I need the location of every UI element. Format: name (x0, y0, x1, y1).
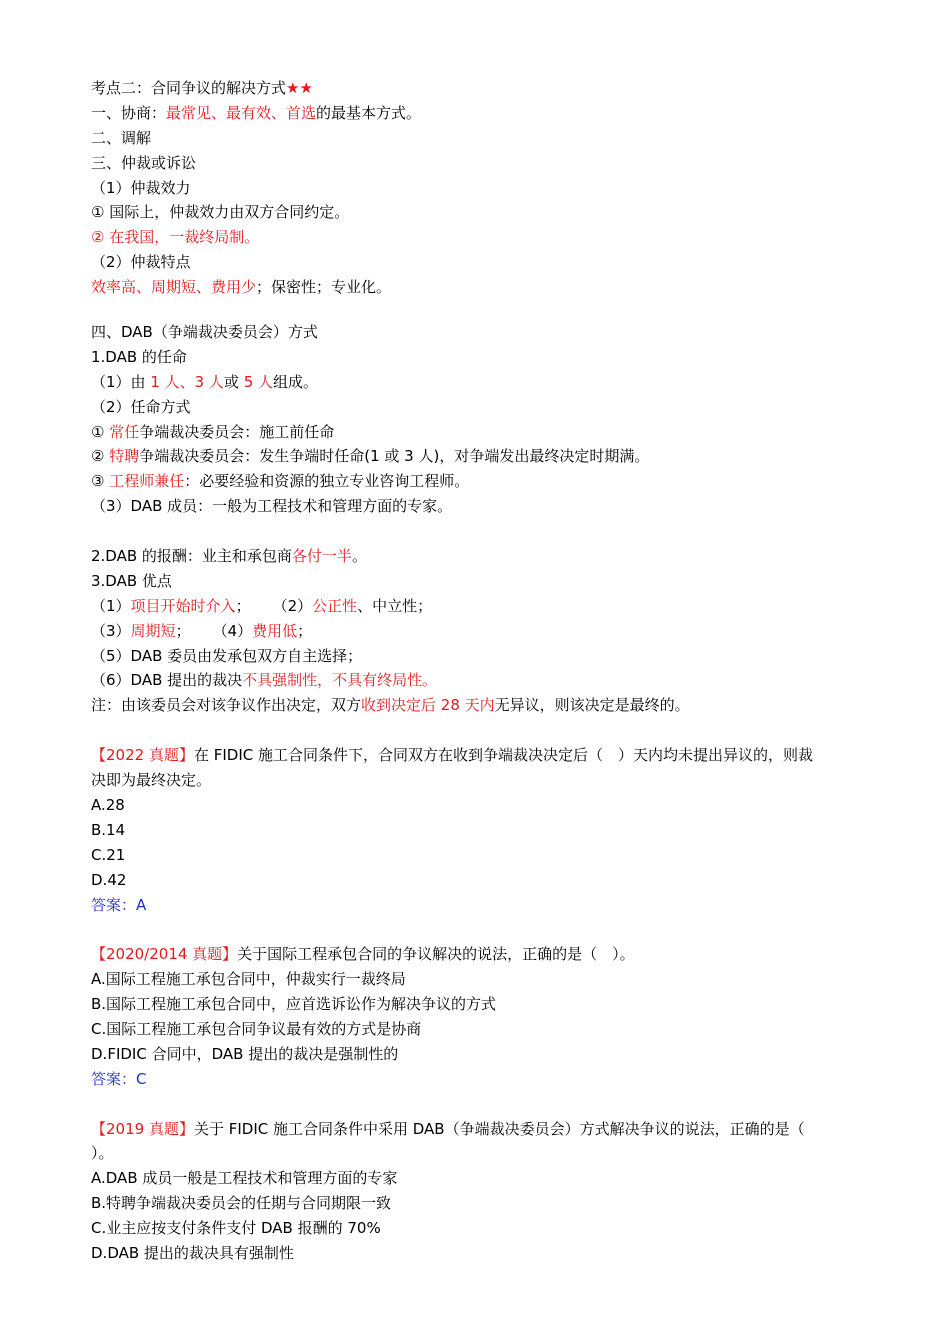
option-d: D.FIDIC 合同中，DAB 提出的裁决是强制性的 (91, 1044, 399, 1063)
option-c: C.国际工程施工承包合同争议最有效的方式是协商 (91, 1019, 422, 1038)
importance-stars: ★★ (286, 79, 313, 97)
question-2019 (91, 1117, 891, 1266)
text-line: ① 常任争端裁决委员会：施工前任命 (91, 422, 335, 441)
text-line: （1）仲裁效力 (91, 178, 191, 197)
option-a: A.DAB 成员一般是工程技术和管理方面的专家 (91, 1169, 398, 1188)
text-line: 二、调解 (91, 128, 152, 147)
text-line: 三、仲裁或诉讼 (91, 153, 197, 172)
question-stem: 【2019 真题】关于 FIDIC 施工合同条件中采用 DAB（争端裁决委员会）方式解决争议的说法，正确的是（ (91, 1119, 805, 1138)
document-page (91, 76, 891, 1266)
question-stem: 【2022 真题】在 FIDIC 施工合同条件下，合同双方在收到争端裁决决定后（ ）天内均未提出异议的，则裁 (91, 746, 813, 765)
question-stem: 【2020/2014 真题】关于国际工程承包合同的争议解决的说法，正确的是（ ）。 (91, 945, 635, 964)
text-line: 效率高、周期短、费用少；保密性；专业化。 (91, 278, 392, 297)
option-c: C.业主应按支付条件支付 DAB 报酬的 70% (91, 1219, 381, 1238)
question-2020-2014 (91, 942, 891, 1091)
option-b: B.14 (91, 820, 126, 839)
option-b: B.特聘争端裁决委员会的任期与合同期限一致 (91, 1194, 392, 1213)
option-a: A.28 (91, 795, 125, 814)
question-tag: 【2020/2014 真题】 (91, 945, 238, 964)
question-tag: 【2022 真题】 (91, 746, 194, 765)
text-line: ③ 工程师兼任：必要经验和资源的独立专业咨询工程师。 (91, 472, 470, 491)
section-title: 考点二：合同争议的解决方式★★ (91, 79, 313, 97)
answer: 答案：C (91, 1069, 147, 1088)
text-line: 2.DAB 的报酬：业主和承包商各付一半。 (91, 547, 367, 566)
option-c: C.21 (91, 845, 126, 864)
text-line: ② 特聘争端裁决委员会：发生争端时任命(1 或 3 人)，对争端发出最终决定时期满。 (91, 447, 650, 466)
text-line: （6）DAB 提出的裁决不具强制性，不具有终局性。 (91, 671, 438, 690)
question-tag: 【2019 真题】 (91, 1119, 194, 1138)
question-stem-cont: 决即为最终决定。 (91, 771, 212, 790)
text-line: （3）DAB 成员：一般为工程技术和管理方面的专家。 (91, 497, 453, 516)
note-line: 注：由该委员会对该争议作出决定，双方收到决定后 28 天内无异议，则该决定是最终的。 (91, 696, 690, 715)
text-line: ② 在我国，一裁终局制。 (91, 228, 260, 247)
answer: 答案：A (91, 895, 147, 914)
question-2022 (91, 743, 891, 917)
text-line: （2）任命方式 (91, 397, 191, 416)
text-line: 3.DAB 优点 (91, 571, 172, 590)
option-a: A.国际工程施工承包合同中，仲裁实行一裁终局 (91, 970, 406, 989)
text-line: 一、协商：最常见、最有效、首选的最基本方式。 (91, 103, 422, 122)
text-line: （3）周期短； （4）费用低； (91, 621, 313, 640)
text-line: （1）由 1 人、3 人或 5 人组成。 (91, 372, 319, 391)
option-d: D.42 (91, 870, 127, 889)
question-stem-cont: ）。 (91, 1144, 114, 1163)
option-b: B.国际工程施工承包合同中，应首选诉讼作为解决争议的方式 (91, 995, 497, 1014)
text-line: （2）仲裁特点 (91, 253, 191, 272)
text-line: 1.DAB 的任命 (91, 347, 187, 366)
text-line: （1）项目开始时介入； （2）公正性、中立性； (91, 596, 433, 615)
text-line: 四、DAB（争端裁决委员会）方式 (91, 323, 318, 342)
text-line: ① 国际上，仲裁效力由双方合同约定。 (91, 203, 350, 222)
option-d: D.DAB 提出的裁决具有强制性 (91, 1243, 294, 1262)
text-line: （5）DAB 委员由发承包双方自主选择； (91, 646, 363, 665)
